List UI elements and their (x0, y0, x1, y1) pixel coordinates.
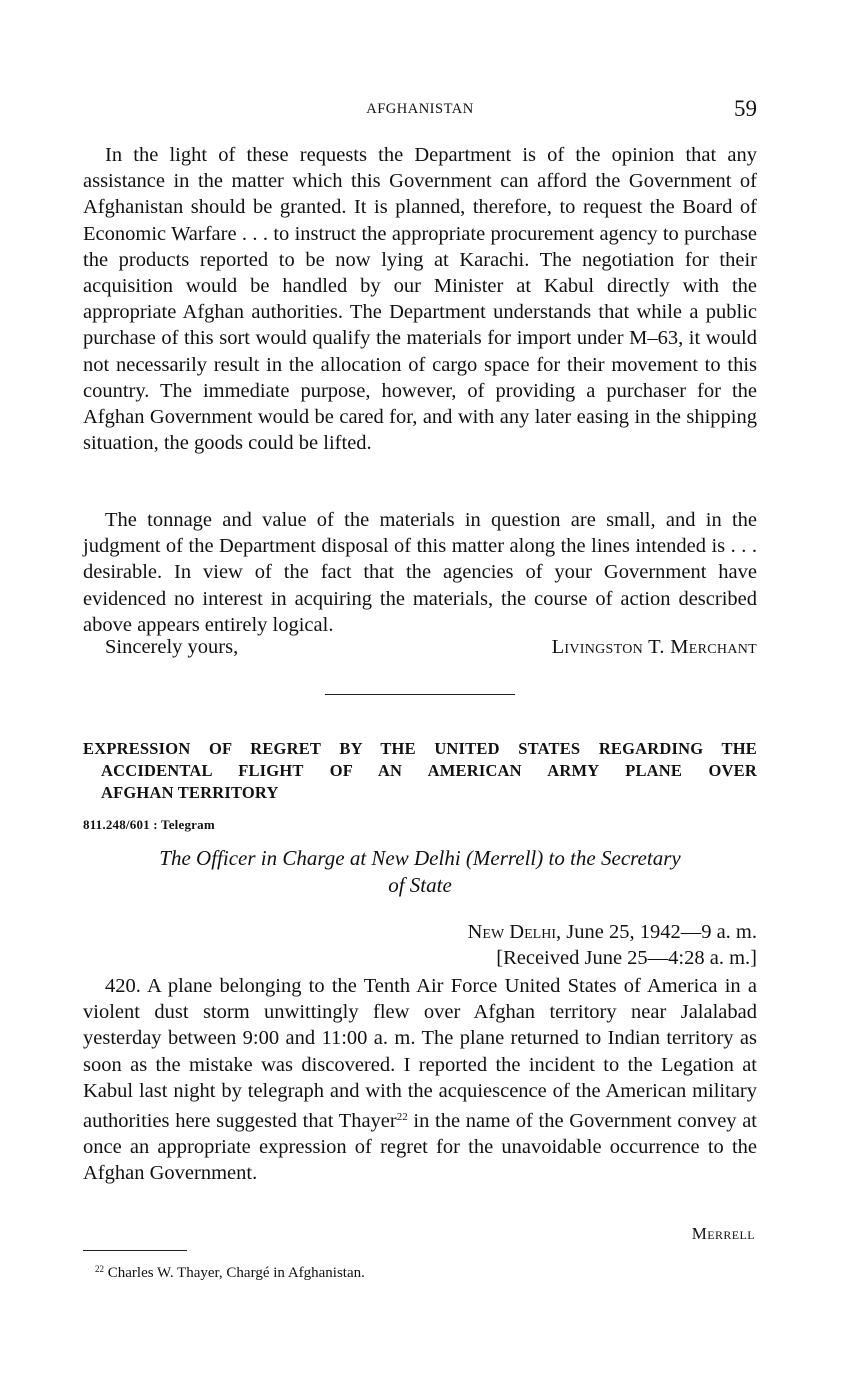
title-line: of State (388, 873, 452, 897)
dateline-received: [Received June 25—4:28 a. m.] (496, 947, 757, 969)
heading-line: EXPRESSION OF REGRET BY THE UNITED STATES REGARDING THE (83, 739, 757, 758)
footnote-text: Charles W. Thayer, Chargé in Afghanistan. (104, 1265, 365, 1281)
letter-paragraph-1 (83, 142, 757, 456)
dateline-date: June 25, 1942—9 a. m. (561, 921, 757, 943)
footnote-reference: 22 (396, 1111, 408, 1124)
dateline (468, 919, 757, 971)
footnote-number: 22 (95, 1264, 104, 1274)
paragraph-text: The tonnage and value of the materials in question are small, and in the judgment of the Department disposal of this matter along the lines intended is . . . desirable. In view of the fact that the agencies of your Government have evidenced no interest in acquiring the materials, the course of action described above appears entirely logical. (83, 509, 757, 636)
document-title (83, 845, 757, 899)
message-text: in the name of the Government convey at once an appropriate expression of regret for the unavoidable occurrence to the Afghan Government. (83, 1110, 758, 1185)
letter-paragraph-2 (83, 507, 757, 638)
page-number: 59 (734, 96, 757, 121)
footnote-divider (83, 1250, 187, 1251)
letter-signature: Livingston T. Merchant (551, 636, 757, 658)
file-reference: 811.248/601 : Telegram (83, 817, 215, 832)
telegram-message (83, 973, 757, 1187)
section-divider (325, 694, 515, 695)
letter-closing (83, 636, 757, 662)
running-head (83, 97, 757, 123)
message-text: 420. A plane belonging to the Tenth Air Force United States of America in a violent dust storm unwittingly flew over Afghan territory near Jalalabad yesterday between 9:00 and 11:00 a. m. The plane returned to Indian territory as soon as the mistake was discovered. I reported the incident to the Legation at Kabul last night by telegraph and with the acquiescence of the American military authorities here suggested that Thayer (83, 975, 757, 1133)
telegram-signature: Merrell (691, 1224, 755, 1243)
paragraph-text (83, 973, 757, 1187)
footnote (95, 1264, 365, 1282)
running-head-title: AFGHANISTAN (366, 101, 474, 117)
dateline-place: New Delhi, (467, 921, 562, 943)
section-heading (83, 738, 757, 804)
dateline-sent (468, 919, 757, 945)
heading-line: ACCIDENTAL FLIGHT OF AN AMERICAN ARMY PLANE OVER (101, 761, 757, 780)
heading-line: AFGHAN TERRITORY (101, 783, 279, 802)
valediction: Sincerely yours, (105, 636, 239, 658)
title-line: The Officer in Charge at New Delhi (Merrell) to the Secretary (159, 846, 681, 870)
paragraph-text: In the light of these requests the Department is of the opinion that any assistance in the matter which this Government can afford the Government of Afghanistan should be granted. It is planned, therefore, to request the Board of Economic Warfare . . . to instruct the appropriate procurement agency to purchase the products reported to be now lying at Karachi. The negotiation for their acquisition would be handled by our Minister at Kabul directly with the appropriate Afghan authorities. The Department understands that while a public purchase of this sort would qualify the materials for import under M–63, it would not necessarily result in the allocation of cargo space for their movement to this country. The immediate purpose, however, of providing a purchaser for the Afghan Government would be cared for, and with any later easing in the shipping situation, the goods could be lifted. (83, 144, 757, 455)
